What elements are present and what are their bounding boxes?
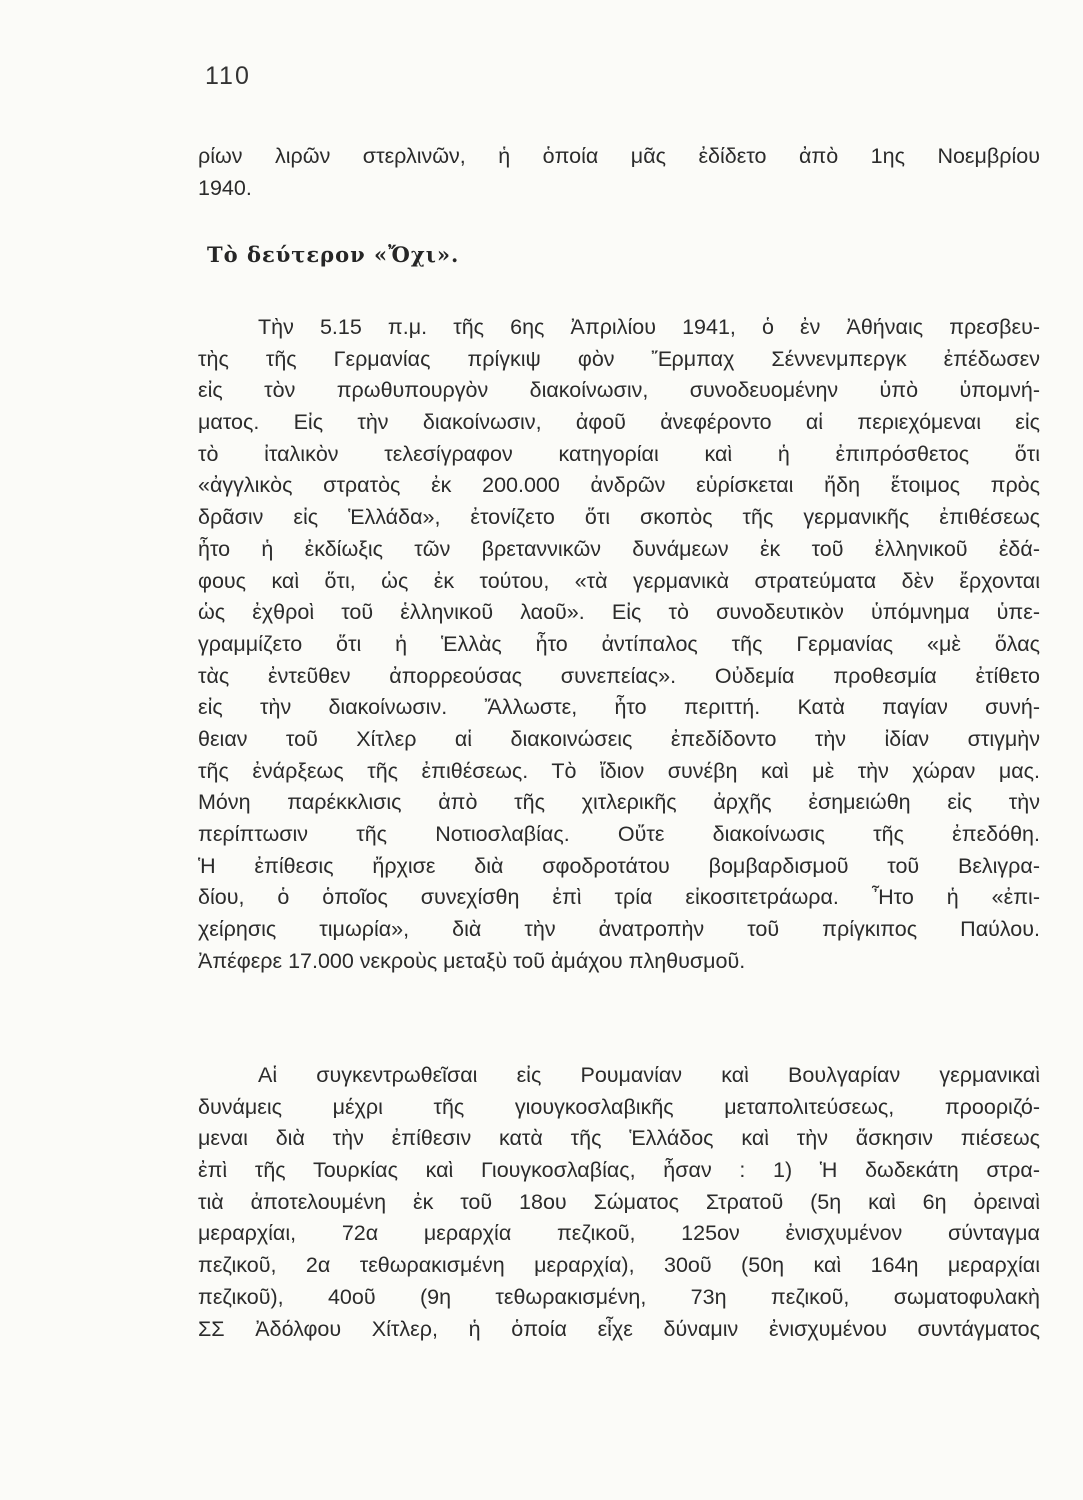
text-line: τιὰ ἀποτελουμένη ἐκ τοῦ 18ου Σώματος Στρατοῦ (5η καὶ 6η ὀρειναὶ [198, 1189, 1040, 1214]
text-line: θειαν τοῦ Χίτλερ αἱ διακοινώσεις ἐπεδίδοντο τὴν ἰδίαν στιγμὴν [198, 726, 1040, 751]
text-line: πεζικοῦ, 2α τεθωρακισμένη μεραρχία), 30οῦ (50η καὶ 164η μεραρχίαι [198, 1253, 1040, 1278]
text-line: Αἱ συγκεντρωθεῖσαι εἰς Ρουμανίαν καὶ Βουλγαρίαν γερμανικαὶ [258, 1063, 1040, 1087]
text-line: δίου, ὁ ὁποῖος συνεχίσθη ἐπὶ τρία εἰκοσιτετράωρα. Ἦτο ἡ «ἐπι- [198, 885, 1040, 910]
text-line: φους καὶ ὅτι, ὡς ἐκ τούτου, «τὰ γερμανικὰ στρατεύματα δὲν ἔρχονται [198, 568, 1040, 593]
text-line: χείρησις τιμωρία», διὰ τὴν ἀνατροπὴν τοῦ πρίγκιπος Παύλου. [198, 917, 1040, 942]
text-line: τὴς τῆς Γερμανίας πρίγκιψ φὸν Ἔρμπαχ Σέννενμπεργκ ἐπέδωσεν [198, 346, 1040, 371]
paragraph-first [198, 312, 1040, 977]
text-line: δρᾶσιν εἰς Ἑλλάδα», ἐτονίζετο ὅτι σκοπὸς τῆς γερμανικῆς ἐπιθέσεως [198, 505, 1040, 530]
text-line: μεναι διὰ τὴν ἐπίθεσιν κατὰ τῆς Ἑλλάδος καὶ τὴν ἄσκησιν πιέσεως [198, 1126, 1040, 1151]
paragraph-second [198, 1060, 1040, 1345]
text-line: Τὴν 5.15 π.μ. τῆς 6ης Ἀπριλίου 1941, ὁ ἐν Ἀθήναις πρεσβευ- [258, 315, 1040, 339]
text-line: περίπτωσιν τῆς Νοτιοσλαβίας. Οὔτε διακοίνωσις τῆς ἐπεδόθη. [198, 822, 1040, 846]
text-line: Ἀπέφερε 17.000 νεκροὺς μεταξὺ τοῦ ἀμάχου πληθυσμοῦ. [198, 948, 746, 973]
text-line: 1940. [198, 176, 252, 200]
text-line: εἰς τὴν διακοίνωσιν. Ἄλλωστε, ἦτο περιττή. Κατὰ παγίαν συνή- [198, 695, 1040, 720]
intro-paragraph [198, 140, 1040, 204]
text-line: εἰς τὸν πρωθυπουργὸν διακοίνωσιν, συνοδευομένην ὑπὸ ὑπομνή- [198, 378, 1040, 403]
text-line: ἐπὶ τῆς Τουρκίας καὶ Γιουγκοσλαβίας, ἦσαν : 1) Ἡ δωδεκάτη στρα- [198, 1158, 1040, 1183]
text-line: μεραρχίαι, 72α μεραρχία πεζικοῦ, 125ον ἐνισχυμένον σύνταγμα [198, 1221, 1040, 1246]
text-line: πεζικοῦ), 40οῦ (9η τεθωρακισμένη, 73η πεζικοῦ, σωματοφυλακὴ [198, 1284, 1040, 1309]
text-line: γραμμίζετο ὅτι ἡ Ἑλλὰς ἦτο ἀντίπαλος τῆς Γερμανίας «μὲ ὅλας [198, 631, 1040, 656]
text-line: τῆς ἐνάρξεως τῆς ἐπιθέσεως. Τὸ ἴδιον συνέβη καὶ μὲ τὴν χώραν μας. [198, 758, 1040, 783]
section-heading: Τὸ δεύτερον «Ὄχι». [207, 242, 460, 267]
text-line: τὰς ἐντεῦθεν ἀπορρεούσας συνεπείας». Οὐδεμία προθεσμία ἐτίθετο [198, 663, 1040, 688]
text-line: ρίων λιρῶν στερλινῶν, ἡ ὁποία μᾶς ἐδίδετο ἀπὸ 1ης Νοεμβρίου [198, 144, 1040, 168]
text-line: δυνάμεις μέχρι τῆς γιουγκοσλαβικῆς μεταπολιτεύσεως, προοριζό- [198, 1094, 1040, 1119]
text-line: ματος. Εἰς τὴν διακοίνωσιν, ἀφοῦ ἀνεφέροντο αἱ περιεχόμεναι εἰς [198, 410, 1040, 435]
text-line: Μόνη παρέκκλισις ἀπὸ τῆς χιτλερικῆς ἀρχῆς ἐσημειώθη εἰς τὴν [198, 790, 1040, 815]
text-line: Ἡ ἐπίθεσις ἤρχισε διὰ σφοδροτάτου βομβαρδισμοῦ τοῦ Βελιγρα- [198, 853, 1040, 878]
text-line: «ἀγγλικὸς στρατὸς ἐκ 200.000 ἀνδρῶν εὑρίσκεται ἤδη ἕτοιμος πρὸς [198, 473, 1040, 498]
text-line: ὡς ἐχθροὶ τοῦ ἑλληνικοῦ λαοῦ». Εἰς τὸ συνοδευτικὸν ὑπόμνημα ὑπε- [198, 600, 1040, 625]
page-number: 110 [205, 62, 251, 90]
text-line: ΣΣ Ἀδόλφου Χίτλερ, ἡ ὁποία εἶχε δύναμιν ἐνισχυμένου συντάγματος [198, 1316, 1040, 1341]
text-line: τὸ ἰταλικὸν τελεσίγραφον κατηγορίαι καὶ ἡ ἐπιπρόσθετος ὅτι [198, 441, 1040, 466]
text-line: ἦτο ἡ ἐκδίωξις τῶν βρεταννικῶν δυνάμεων ἐκ τοῦ ἑλληνικοῦ ἐδά- [198, 536, 1040, 561]
